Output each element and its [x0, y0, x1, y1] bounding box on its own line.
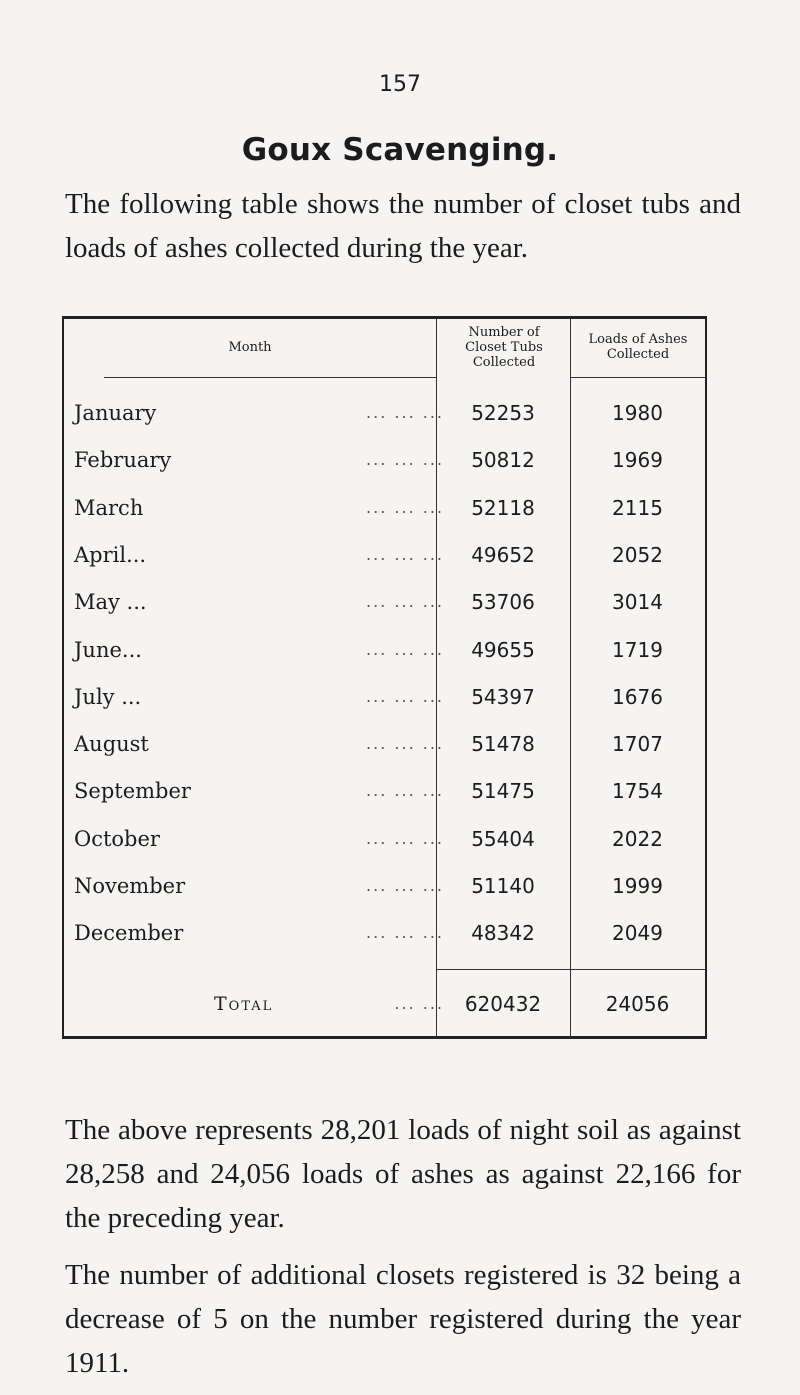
total-leader-dots: ... ...: [394, 994, 444, 1013]
month-label: December: [74, 921, 184, 946]
tubs-cell: 51478: [471, 732, 535, 757]
table-row: [64, 866, 705, 906]
leader-dots: ... ... ...: [366, 876, 444, 895]
month-label: June...: [74, 637, 142, 662]
total-label: Total: [214, 993, 274, 1015]
month-label: September: [74, 779, 191, 804]
page-number: 157: [379, 72, 421, 97]
leader-dots: ... ... ...: [366, 781, 444, 801]
summary-paragraph: The above represents 28,201 loads of night soil as against 28,258 and 24,056 loads of ashes as against 22,166 for the preceding year.: [65, 1114, 741, 1234]
total-rule: [436, 969, 705, 970]
ashes-cell: 2022: [612, 826, 663, 851]
table-row: [64, 535, 705, 575]
tubs-cell: 52253: [471, 401, 535, 425]
table-row: [64, 488, 705, 528]
ashes-cell: 1707: [612, 732, 663, 757]
header-month: Month: [228, 339, 272, 355]
total-row: [64, 984, 705, 1024]
leader-dots: ... ... ...: [366, 923, 444, 943]
tubs-cell: 49655: [471, 637, 535, 662]
ashes-cell: 1969: [612, 448, 663, 473]
ashes-cell: 2115: [612, 495, 663, 520]
leader-dots: ... ... ...: [366, 734, 444, 754]
month-label: March: [74, 495, 144, 520]
table-row: [64, 582, 705, 622]
tubs-cell: 51475: [471, 779, 535, 804]
header-tubs: Number of Closet Tubs Collected: [465, 324, 543, 370]
leader-dots: ... ... ...: [366, 639, 444, 659]
leader-dots: ... ... ...: [366, 450, 444, 470]
section-heading: Goux Scavenging.: [241, 132, 559, 168]
month-label: November: [74, 874, 186, 898]
header-rule-ashes: [570, 377, 705, 378]
leader-dots: ... ... ...: [366, 828, 444, 848]
month-label: October: [74, 826, 160, 851]
ashes-cell: 1676: [612, 684, 663, 709]
tubs-cell: 52118: [471, 495, 535, 520]
ashes-cell: 2052: [612, 542, 663, 567]
table-row: [64, 677, 705, 717]
tubs-cell: 48342: [471, 921, 535, 946]
month-label: January: [74, 401, 157, 425]
table-row: [64, 913, 705, 953]
table-row: [64, 440, 705, 480]
ashes-cell: 1719: [612, 637, 663, 662]
tubs-cell: 49652: [471, 542, 535, 567]
total-ashes: 24056: [605, 992, 670, 1016]
table-row: [64, 630, 705, 670]
tubs-cell: 50812: [471, 448, 535, 473]
month-label: April...: [74, 542, 147, 567]
collection-table: [62, 316, 707, 1039]
tubs-cell: 55404: [471, 826, 535, 851]
month-label: August: [74, 732, 149, 757]
ashes-cell: 3014: [612, 590, 663, 615]
ashes-cell: 1754: [612, 779, 663, 804]
leader-dots: ... ... ...: [366, 686, 444, 706]
leader-dots: ... ... ...: [366, 403, 444, 422]
total-tubs: 620432: [464, 992, 542, 1016]
leader-dots: ... ... ...: [366, 544, 444, 564]
table-row: [64, 724, 705, 764]
closets-paragraph: The number of additional closets registered is 32 being a decrease of 5 on the number registered during the year 1911.: [65, 1259, 741, 1379]
tubs-cell: 54397: [471, 684, 535, 709]
intro-paragraph: The following table shows the number of closet tubs and loads of ashes collected during the year.: [65, 188, 741, 264]
tubs-cell: 53706: [471, 590, 535, 615]
table-row: [64, 393, 705, 433]
table-row: [64, 771, 705, 811]
ashes-cell: 1999: [612, 874, 663, 898]
table-row: [64, 819, 705, 859]
ashes-cell: 1980: [612, 401, 663, 425]
header-rule-month: [104, 377, 436, 378]
ashes-cell: 2049: [612, 921, 663, 946]
leader-dots: ... ... ...: [366, 592, 444, 612]
month-label: May ...: [74, 590, 147, 615]
month-label: July ...: [74, 684, 142, 709]
month-label: February: [74, 448, 172, 473]
header-ashes: Loads of Ashes Collected: [588, 332, 688, 362]
tubs-cell: 51140: [471, 874, 535, 898]
leader-dots: ... ... ...: [366, 497, 444, 517]
